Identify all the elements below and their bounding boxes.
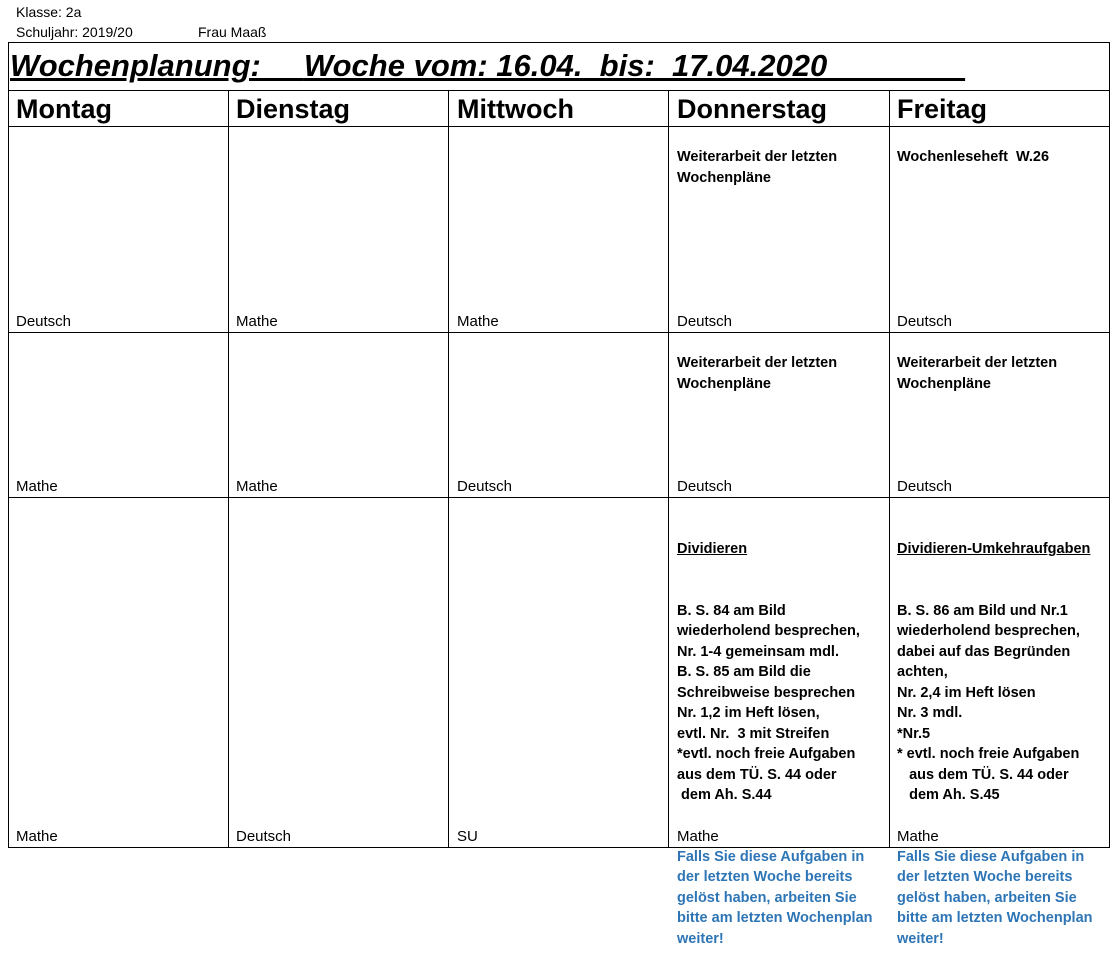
task-note: Weiterarbeit der letzten Wochenpläne: [897, 355, 1058, 392]
task-body: B. S. 86 am Bild und Nr.1 wiederholend besprechen, dabei auf das Begründen achten, Nr. 2,4 im Heft lösen Nr. 3 mdl. *Nr.5 * evtl. noch freie Aufgaben aus dem TÜ. S. 44 oder dem Ah. S.45: [897, 602, 1080, 803]
row-divider: [8, 332, 1110, 333]
column-divider: [228, 90, 229, 848]
column-divider: [448, 90, 449, 848]
row-divider: [8, 90, 1110, 91]
subject-label: Deutsch: [897, 313, 953, 330]
subject-label: Mathe: [677, 828, 719, 845]
class-label: Klasse: 2a: [16, 4, 82, 20]
subject-label: Deutsch: [457, 478, 513, 495]
day-header-freitag: Freitag: [897, 94, 988, 124]
task-note: Weiterarbeit der letzten Wochenpläne: [677, 149, 838, 186]
title-week-range: Woche vom: 16.04. bis:_17.04.2020________: [303, 48, 966, 83]
task-hint: Falls Sie diese Aufgaben in der letzten Woche bereits gelöst haben, arbeiten Sie bitte am letzten Wochenplan weiter!: [677, 848, 873, 947]
subject-label: Mathe: [236, 478, 278, 495]
page-title: [10, 46, 965, 86]
title-prefix: Wochenplanung:: [10, 48, 304, 83]
subject-label: Deutsch: [16, 313, 72, 330]
school-year-label: Schuljahr: 2019/20: [16, 24, 133, 40]
subject-label: Deutsch: [677, 313, 733, 330]
subject-label: Deutsch: [897, 478, 953, 495]
task-hint: Falls Sie diese Aufgaben in der letzten Woche bereits gelöst haben, arbeiten Sie bitte am letzten Wochenplan weiter!: [897, 848, 1093, 947]
teacher-name: Frau Maaß: [198, 24, 267, 40]
task-heading: Dividieren-Umkehraufgaben: [897, 541, 1091, 557]
subject-label: Mathe: [16, 478, 58, 495]
subject-label: Deutsch: [677, 478, 733, 495]
row-divider: [8, 126, 1110, 127]
day-header-montag: Montag: [16, 94, 112, 124]
day-header-dienstag: Dienstag: [236, 94, 351, 124]
column-divider: [889, 90, 890, 848]
task-heading: Dividieren: [677, 541, 748, 557]
subject-label: Deutsch: [236, 828, 292, 845]
day-header-mittwoch: Mittwoch: [457, 94, 574, 124]
subject-label: Mathe: [457, 313, 499, 330]
subject-label: Mathe: [897, 828, 939, 845]
task-note-dividieren: [677, 498, 873, 970]
day-header-donnerstag: Donnerstag: [677, 94, 828, 124]
task-note-umkehraufgaben: [897, 498, 1093, 970]
subject-label: SU: [457, 828, 478, 845]
subject-label: Mathe: [16, 828, 58, 845]
task-note: Wochenleseheft W.26: [897, 149, 1050, 165]
subject-label: Mathe: [236, 313, 278, 330]
task-note: Weiterarbeit der letzten Wochenpläne: [677, 355, 838, 392]
column-divider: [668, 90, 669, 848]
task-body: B. S. 84 am Bild wiederholend besprechen, Nr. 1-4 gemeinsam mdl. B. S. 85 am Bild die Schreibweise besprechen Nr. 1,2 im Heft lösen, evtl. Nr. 3 mit Streifen *evtl. noch freie Aufgaben aus dem TÜ. S. 44 oder dem Ah. S.44: [677, 602, 860, 803]
